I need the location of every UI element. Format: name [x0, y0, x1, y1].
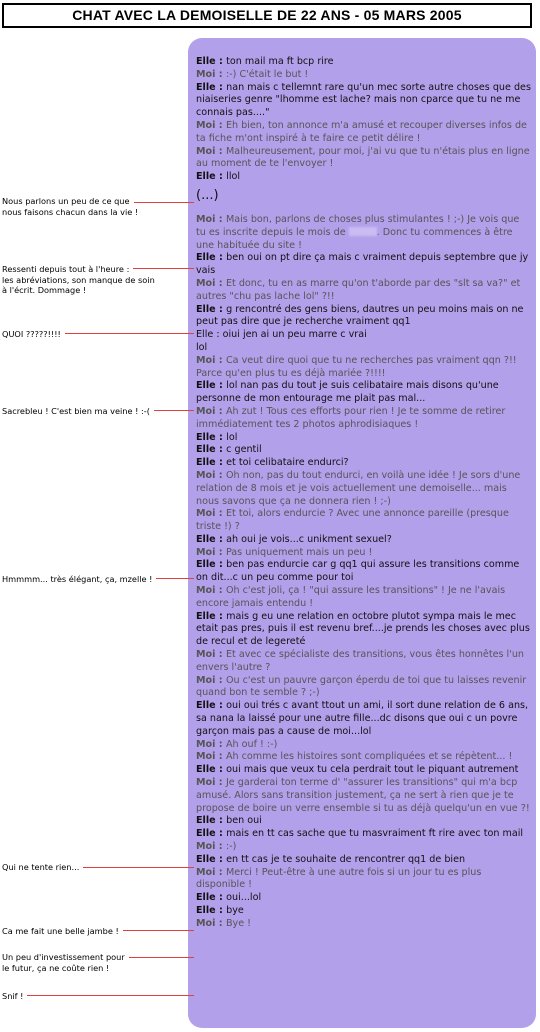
- chat-message-text: ben pas endurcie car g qq1 qui assure les transitions comme on dit...c un peu comme pour toi: [196, 559, 523, 584]
- speaker-moi: Moi :: [196, 585, 226, 597]
- chat-message-text: Ca veut dire quoi que tu ne recherches pas vraiment qqn ?!! Parce qu'en plus tu es déjà mariée ?!!!!: [196, 354, 520, 379]
- chat-line: [196, 56, 532, 69]
- redacted-text: [349, 227, 377, 236]
- speaker-moi: Moi :: [196, 751, 226, 763]
- speaker-moi: Moi :: [196, 145, 226, 157]
- page-title: CHAT AVEC LA DEMOISELLE DE 22 ANS - 05 MARS 2005: [2, 3, 532, 28]
- chat-message-text: nan mais c tellemnt rare qu'un mec sorte autre choses que des niaiseries genre "lhomme est lache? mais non cparce que tu ne me connais pas....": [196, 81, 535, 119]
- chat-line: [196, 534, 532, 547]
- chat-line: [196, 432, 532, 445]
- chat-line: [196, 406, 532, 432]
- chat-message-text: lol nan pas du tout je suis celibataire mais disons qu'une personne de mon entourage me plait pas mal...: [196, 380, 502, 405]
- speaker-elle: Elle :: [196, 56, 227, 67]
- chat-line: [196, 892, 532, 905]
- chat-line: [196, 355, 532, 381]
- speaker-elle: Elle :: [196, 431, 227, 443]
- chat-line: [196, 675, 532, 701]
- chat-line: [196, 120, 532, 146]
- annotation-connector: [83, 867, 194, 868]
- speaker-moi: Moi :: [196, 405, 226, 417]
- speaker-elle: Elle :: [196, 81, 227, 93]
- speaker-moi: Moi :: [196, 469, 226, 481]
- chat-line: [196, 329, 532, 355]
- annotation-a5: Hmmmm... très élégant, ça, mzelle !: [2, 574, 153, 584]
- speaker-elle: Elle :: [196, 303, 227, 315]
- chat-line: [196, 867, 532, 893]
- chat-ellipsis: (...): [196, 187, 219, 203]
- speaker-moi: Moi :: [196, 674, 226, 686]
- chat-line: [196, 81, 535, 120]
- chat-message-text: Malheureusement, pour moi, j'ai vu que tu n'étais plus en ligne au moment de te l'envoyer !: [196, 145, 533, 170]
- chat-message-text: mais g eu une relation en octobre plutot sympa mais le mec etait pas pres, puis il est revenu bref....je prends les choses avec plus de recul et de legereté: [196, 610, 533, 648]
- chat-line: [196, 304, 532, 330]
- chat-line: [196, 739, 532, 752]
- chat-line: [196, 214, 532, 252]
- speaker-moi: Moi :: [196, 777, 226, 789]
- speaker-elle: Elle :: [196, 610, 227, 622]
- chat-line: [196, 700, 532, 738]
- chat-log: [196, 56, 535, 931]
- chat-line: [196, 841, 532, 854]
- speaker-elle: Elle :: [196, 559, 227, 571]
- chat-message-text: mais en tt cas sache que tu masvraiment ft rire avec ton mail: [226, 828, 524, 840]
- chat-message-text: oui...lol: [226, 892, 262, 904]
- chat-line: [196, 918, 532, 931]
- annotation-connector: [134, 202, 194, 203]
- speaker-elle: Elle :: [196, 457, 227, 469]
- annotation-a4: Sacrebleu ! C'est bien ma veine ! :-(: [2, 406, 150, 416]
- chat-message-text: Oh c'est joli, ça ! "qui assure les transitions" ! Je ne l'avais encore jamais entendu !: [196, 585, 509, 609]
- speaker-moi: Moi :: [196, 649, 226, 661]
- speaker-elle: Elle :: [196, 533, 227, 545]
- annotation-connector: [65, 333, 194, 334]
- chat-message-text: c gentil: [226, 444, 262, 456]
- chat-message-text: Ou c'est un pauvre garçon éperdu de toi que tu laisses revenir quand bon te semble ? ;-): [196, 674, 530, 699]
- annotation-a1: Nous parlons un peu de ce que nous faisons chacun dans la vie !: [2, 196, 139, 217]
- annotation-a2: Ressenti depuis tout à l'heure : les abréviations, son manque de soin à l'écrit. Dommage !: [2, 264, 155, 295]
- speaker-elle: Elle :: [196, 828, 227, 840]
- annotation-connector: [123, 930, 194, 931]
- chat-line: [196, 559, 532, 585]
- chat-message-text: oui oui trés c avant ttout un ami, il sort dune relation de 6 ans, sa nana la laissé pour une autre fille...dc disons que oui c un povre garçon mais pas a cause de moi...lol: [196, 700, 532, 737]
- chat-line: [196, 611, 532, 649]
- speaker-moi: Moi :: [196, 277, 226, 289]
- speaker-moi: Moi :: [196, 866, 226, 878]
- speaker-moi: Moi :: [196, 738, 226, 750]
- chat-line: [196, 815, 532, 828]
- chat-message-text: ah oui je vois...c unikment sexuel?: [226, 533, 392, 545]
- chat-message-text: Pas uniquement mais un peu !: [225, 546, 373, 558]
- speaker-moi: Moi :: [196, 68, 226, 80]
- chat-line: [196, 457, 532, 470]
- chat-line: [196, 508, 532, 534]
- chat-message-text: ben oui: [226, 815, 262, 827]
- speaker-elle: Elle :: [196, 764, 227, 776]
- chat-line: [196, 547, 532, 560]
- chat-line: [196, 252, 532, 278]
- speaker-moi: Moi :: [196, 508, 226, 520]
- chat-message-text: Ah ouf ! :-): [225, 738, 278, 750]
- speaker-elle: Elle :: [196, 905, 227, 916]
- chat-line: [196, 69, 532, 82]
- speaker-moi: Moi :: [196, 917, 226, 929]
- chat-message-text: Et toi, alors endurcie ? Avec une annonce pareille (presque triste !) ?: [196, 508, 512, 533]
- chat-line: [196, 649, 532, 675]
- chat-line: [196, 380, 532, 406]
- speaker-elle: Elle :: [196, 815, 227, 827]
- speaker-elle: Elle :: [196, 700, 227, 712]
- speaker-elle: Elle :: [196, 444, 227, 456]
- chat-line: [196, 146, 532, 172]
- chat-message-text: Et avec ce spécialiste des transitions, vous êtes honnêtes l'un envers l'autre ?: [196, 649, 528, 673]
- chat-message-text: Elle : oiui jen ai un peu marre c vrai lol: [196, 329, 367, 353]
- chat-message-text: :-): [225, 841, 237, 853]
- chat-line: [196, 278, 532, 304]
- chat-line: [196, 470, 532, 508]
- chat-line: [196, 751, 532, 764]
- chat-message-text: g rencontré des gens biens, dautres un peu moins mais on ne peut pas dire que je recherche vraiment qq1: [196, 303, 527, 328]
- chat-message-text: en tt cas je te souhaite de rencontrer qq1 de bien: [226, 853, 466, 865]
- annotation-connector: [133, 268, 194, 269]
- chat-message-text: Merci ! Peut-être à une autre fois si un jour tu es plus disponible !: [196, 866, 485, 891]
- chat-message-text: Mais bon, parlons de choses plus stimulantes ! ;-) Je vois que tu es inscrite depuis le mois de . Donc tu commences à être une habituée du site !: [196, 213, 523, 251]
- chat-line: [196, 585, 532, 611]
- chat-message-text: ben oui on pt dire ça mais c vraiment depuis septembre que jy vais: [196, 252, 532, 277]
- annotation-connector: [154, 410, 194, 411]
- annotation-a6: Qui ne tente rien...: [2, 862, 80, 872]
- annotation-a3: QUOI ?????!!!!: [2, 329, 61, 339]
- chat-line: [196, 854, 532, 867]
- annotation-connector: [156, 578, 194, 579]
- speaker-elle: Elle :: [196, 892, 227, 904]
- chat-message-text: Et donc, tu en as marre qu'on t'aborde par des "slt sa va?" et autres "chu pas lache lol" ?!!: [196, 277, 524, 302]
- annotation-a7: Ca me fait une belle jambe !: [2, 926, 119, 936]
- chat-message-text: lol: [226, 431, 238, 443]
- chat-message-text: ton mail ma ft bcp rire: [226, 56, 334, 67]
- chat-line: [196, 764, 532, 777]
- chat-line: [196, 444, 532, 457]
- chat-message-text: llol: [226, 171, 241, 183]
- speaker-moi: Moi :: [196, 354, 226, 366]
- annotation-connector: [129, 957, 194, 958]
- speaker-moi: Moi :: [196, 213, 226, 225]
- chat-message-text: Eh bien, ton annonce m'a amusé et recouper diverses infos de ta fiche m'ont inspiré à te faire ce petit délire !: [196, 119, 531, 144]
- chat-line: [196, 905, 532, 918]
- chat-message-text: et toi celibataire endurci?: [226, 457, 349, 469]
- speaker-elle: Elle :: [196, 171, 227, 183]
- speaker-elle: Elle :: [196, 853, 227, 865]
- chat-message-text: bye: [226, 905, 244, 916]
- speaker-elle: Elle :: [196, 380, 227, 392]
- chat-message-text: Ah zut ! Tous ces efforts pour rien ! Je te somme de retirer immédiatement tes 2 photos aphrodisiaques !: [196, 405, 509, 430]
- annotation-a9: Snif !: [2, 991, 24, 1001]
- chat-line: [196, 171, 532, 184]
- speaker-moi: Moi :: [196, 841, 226, 853]
- chat-message-text: oui mais que veux tu cela perdrait tout le piquant autrement: [226, 764, 519, 776]
- chat-message-text: Je garderai ton terme d' "assurer les transitions" qui m'a bcp amusé. Alors sans transition justement, ça ne sert à rien que je te propose de boire un verre ensemble si tu as déjà quelqu'un en vue ?!: [196, 777, 530, 814]
- speaker-moi: Moi :: [196, 119, 226, 131]
- speaker-moi: Moi :: [196, 546, 226, 558]
- annotation-connector: [27, 995, 194, 996]
- chat-message-text: Bye !: [225, 917, 252, 929]
- annotation-a8: Un peu d'investissement pour le futur, ça ne coûte rien !: [2, 952, 125, 973]
- chat-message-text: :-) C'était le but !: [225, 68, 309, 80]
- chat-message-text: Ah comme les histoires sont compliquées et se répètent... !: [225, 751, 513, 763]
- chat-message-text: Oh non, pas du tout endurci, en voilà une idée ! Je sors d'une relation de 8 mois et je vois actuellement une demoiselle... mais nous savons que ça ne donnera rien ! ;-): [196, 469, 524, 507]
- chat-line: [196, 777, 532, 815]
- speaker-elle: Elle :: [196, 252, 227, 264]
- chat-line: [196, 828, 532, 841]
